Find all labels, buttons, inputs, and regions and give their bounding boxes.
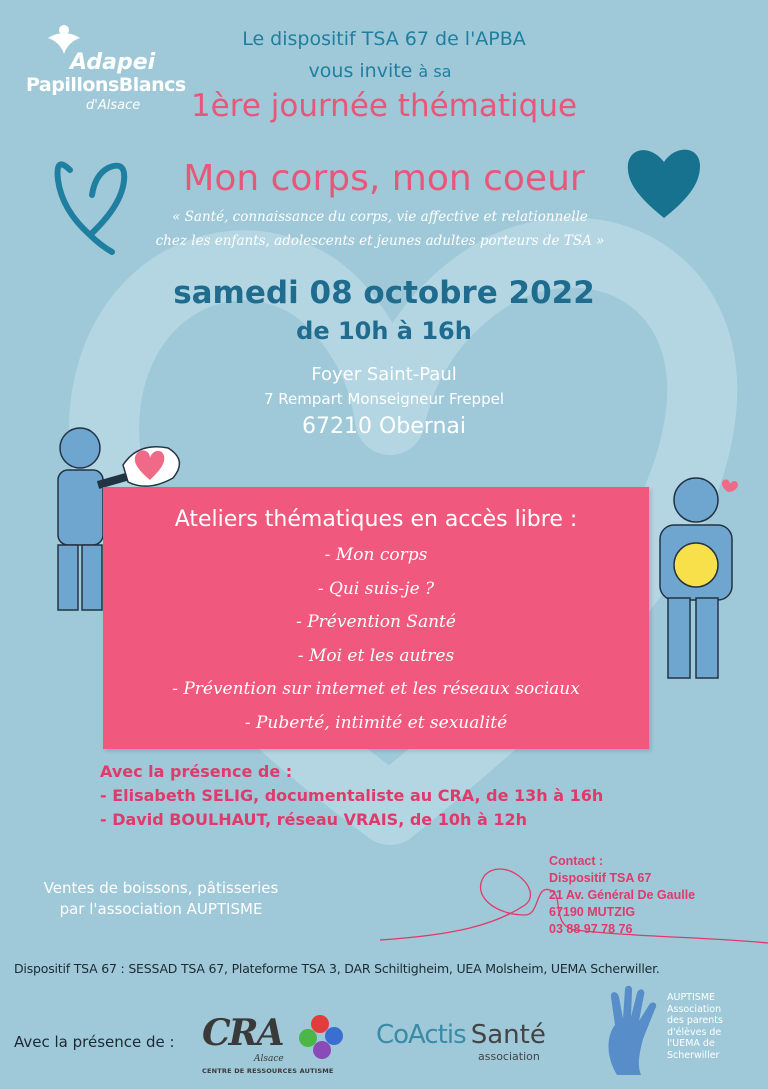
logo-line1: Adapei — [70, 50, 156, 75]
coactis-association: association — [478, 1050, 540, 1063]
workshop-item: - Moi et les autres — [297, 645, 455, 666]
presence-heading: Avec la présence de : — [100, 762, 293, 781]
logo-line3: d'Alsace — [86, 98, 141, 113]
contact-phone: 03 88 97 78 76 — [549, 922, 633, 936]
coactis-logo — [376, 1020, 546, 1070]
ventes-line2: par l'association AUPTISME — [59, 900, 263, 918]
header-line2 — [0, 60, 764, 82]
contact-line: Dispositif TSA 67 — [549, 871, 652, 885]
contact-block — [549, 853, 695, 938]
event-hours: de 10h à 16h — [296, 317, 472, 345]
workshop-item: - Prévention sur internet et les réseaux sociaux — [172, 679, 580, 699]
header-line1: Le dispositif TSA 67 de l'APBA — [242, 28, 526, 50]
event-title: Mon corps, mon coeur — [183, 158, 585, 199]
workshops-box — [103, 487, 649, 749]
cra-caption: CENTRE DE RESSOURCES AUTISME — [202, 1067, 334, 1075]
header-line3: 1ère journée thématique — [190, 88, 578, 124]
contact-label: Contact : — [549, 854, 604, 868]
auptisme-line: Association — [667, 1003, 722, 1015]
auptisme-line: l'UEMA de — [667, 1038, 715, 1049]
footnote: Dispositif TSA 67 : SESSAD TSA 67, Plateforme TSA 3, DAR Schiltigheim, UEA Molsheim, UEMA Scherwiller. — [14, 961, 660, 976]
logo-line2: PapillonsBlancs — [26, 74, 186, 96]
ventes-line1: Ventes de boissons, pâtisseries — [43, 879, 279, 897]
coactis-word: CoActis — [376, 1020, 466, 1050]
header-line2-a: vous invite — [308, 60, 413, 82]
auptisme-line: Scherwiller — [667, 1049, 720, 1061]
subtitle-line1: « Santé, connaissance du corps, vie affective et relationnelle — [172, 209, 588, 225]
workshop-item: - Mon corps — [324, 545, 428, 565]
presence-block — [100, 760, 603, 832]
workshop-item: - Prévention Santé — [296, 612, 456, 632]
partners-label: Avec la présence de : — [14, 1033, 175, 1051]
event-subtitle — [120, 205, 640, 253]
auptisme-line: AUPTISME — [667, 992, 716, 1003]
workshops-heading: Ateliers thématiques en accès libre : — [174, 507, 578, 532]
child-holding-sun-illustration — [640, 470, 750, 690]
hand-icon — [597, 985, 667, 1080]
cra-logo — [202, 1012, 352, 1082]
workshops-list — [103, 539, 649, 740]
presence-person: - David BOULHAUT, réseau VRAIS, de 10h à 12h — [100, 810, 527, 829]
contact-line: 21 Av. Général De Gaulle — [549, 888, 696, 902]
cra-dots-icon — [294, 1012, 352, 1062]
subtitle-line2: chez les enfants, adolescents et jeunes adultes porteurs de TSA » — [155, 233, 605, 249]
cra-region: Alsace — [254, 1054, 284, 1064]
ventes-note — [20, 878, 302, 920]
event-venue: Foyer Saint-Paul — [311, 364, 457, 385]
header-line2-b: à sa — [418, 62, 452, 81]
auptisme-line: d'élèves de — [667, 1026, 722, 1038]
auptisme-line: des parents — [667, 1015, 723, 1026]
cra-word: CRA — [202, 1012, 283, 1054]
presence-person: - Elisabeth SELIG, documentaliste au CRA, de 13h à 16h — [100, 786, 604, 805]
event-date: samedi 08 octobre 2022 — [173, 275, 595, 311]
workshop-item: - Qui suis-je ? — [317, 578, 435, 599]
workshop-item: - Puberté, intimité et sexualité — [244, 712, 508, 733]
event-city: 67210 Obernai — [302, 414, 466, 439]
contact-line: 67190 MUTZIG — [549, 905, 636, 919]
auptisme-logo-text — [667, 992, 767, 1061]
event-street: 7 Rempart Monseigneur Freppel — [263, 390, 504, 408]
sante-word: Santé — [470, 1020, 546, 1050]
